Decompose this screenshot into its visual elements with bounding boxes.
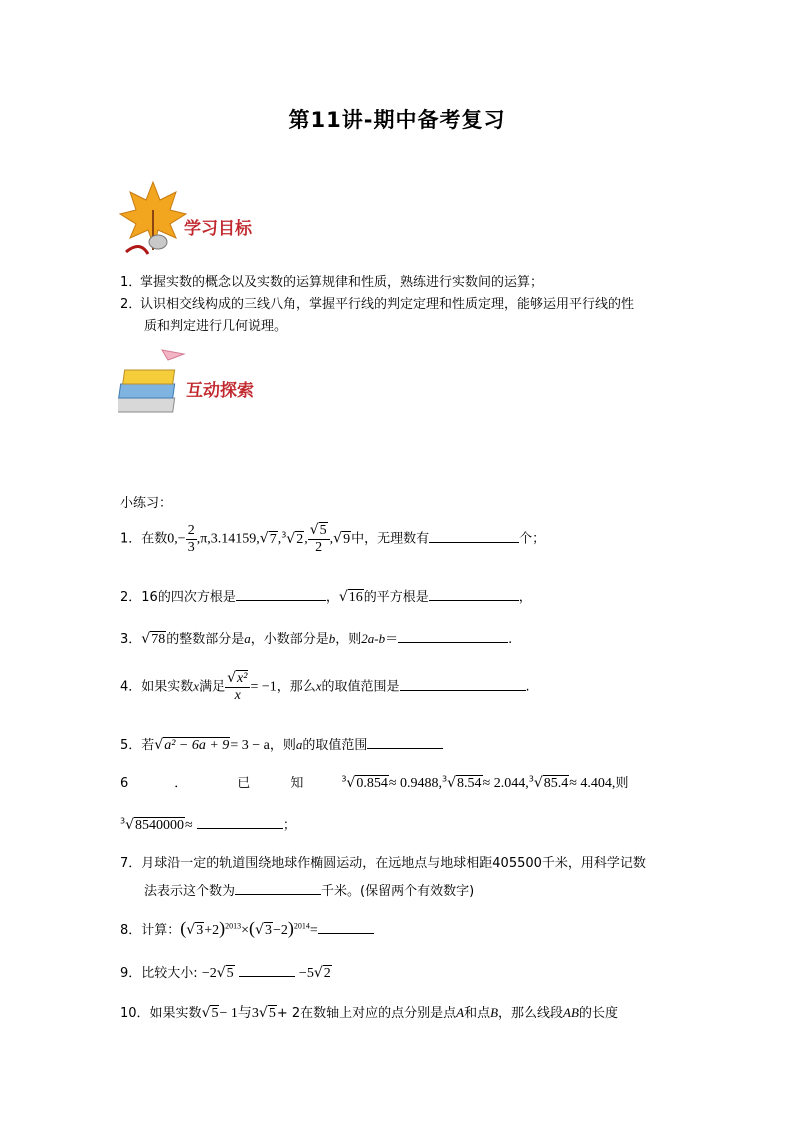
- question-4: 4．如果实数x满足 $\frac{\text{√x²}}{x}$ = −1，那么x的取值范围是 .: [120, 670, 530, 703]
- answer-blank[interactable]: [429, 530, 519, 543]
- answer-blank[interactable]: [239, 964, 295, 977]
- answer-blank[interactable]: [400, 678, 526, 691]
- question-7-continued: 法表示这个数为 千米。(保留两个有效数字): [144, 884, 475, 899]
- page-title: 第11讲-期中备考复习: [288, 108, 506, 132]
- question-5: 5．若√a² − 6a + 9= 3 − a，则a的取值范围: [120, 734, 443, 754]
- answer-blank[interactable]: [429, 588, 519, 601]
- maple-leaf-bell-icon: [118, 180, 188, 260]
- question-6-continued: $^3$√8540000≈ ；: [120, 816, 296, 833]
- objectives-banner: [118, 180, 278, 260]
- question-2: 2．16的四次方根是 ，√16的平方根是 ，: [120, 589, 532, 605]
- question-7: 7．月球沿一定的轨道围绕地球作椭圆运动，在远地点与地球相距405500千米，用科学记数: [120, 856, 646, 871]
- books-icon: [118, 346, 190, 422]
- question-9: 9．比较大小: −2√5 −5√2: [120, 965, 331, 981]
- objective-item-continued: 质和判定进行几何说理。: [144, 319, 288, 334]
- answer-blank[interactable]: [398, 630, 508, 643]
- objectives-list: [120, 272, 680, 338]
- question-3: 3．√78的整数部分是a，小数部分是b，则2a-b＝ .: [120, 631, 513, 647]
- explore-banner: [118, 346, 288, 426]
- question-10: 10．如果实数√5− 1与3√5+ 2在数轴上对应的点分别是点A和点B，那么线段AB的长度: [120, 1005, 618, 1021]
- question-6: 6 ． 已 知 $^3$√0.854≈ 0.9488,$^3$√8.54≈ 2.044,$^3$√85.4≈ 4.404,则: [120, 774, 629, 791]
- objective-item: 1．掌握实数的概念以及实数的运算规律和性质，熟练进行实数间的运算；: [120, 275, 544, 290]
- practice-heading: 小练习：: [120, 496, 173, 511]
- explore-label: 互动探索: [186, 381, 254, 401]
- question-1: 1．在数0,− $\frac{2}{3}$ ,π,3.14159,√7,$^3$√2, $\frac{√5}{2}$ ,√9中，无理数有 个；: [120, 522, 546, 555]
- answer-blank[interactable]: [318, 921, 374, 934]
- objective-item: 2．认识相交线构成的三线八角，掌握平行线的判定定理和性质定理，能够运用平行线的性: [120, 297, 635, 312]
- answer-blank[interactable]: [367, 736, 443, 749]
- objectives-label: 学习目标: [184, 219, 252, 239]
- answer-blank[interactable]: [235, 882, 321, 895]
- answer-blank[interactable]: [197, 816, 283, 829]
- answer-blank[interactable]: [236, 588, 326, 601]
- question-8: 8．计算：$(√3+2)^{2013}\times(√3-2)^{2014}=$: [120, 918, 374, 939]
